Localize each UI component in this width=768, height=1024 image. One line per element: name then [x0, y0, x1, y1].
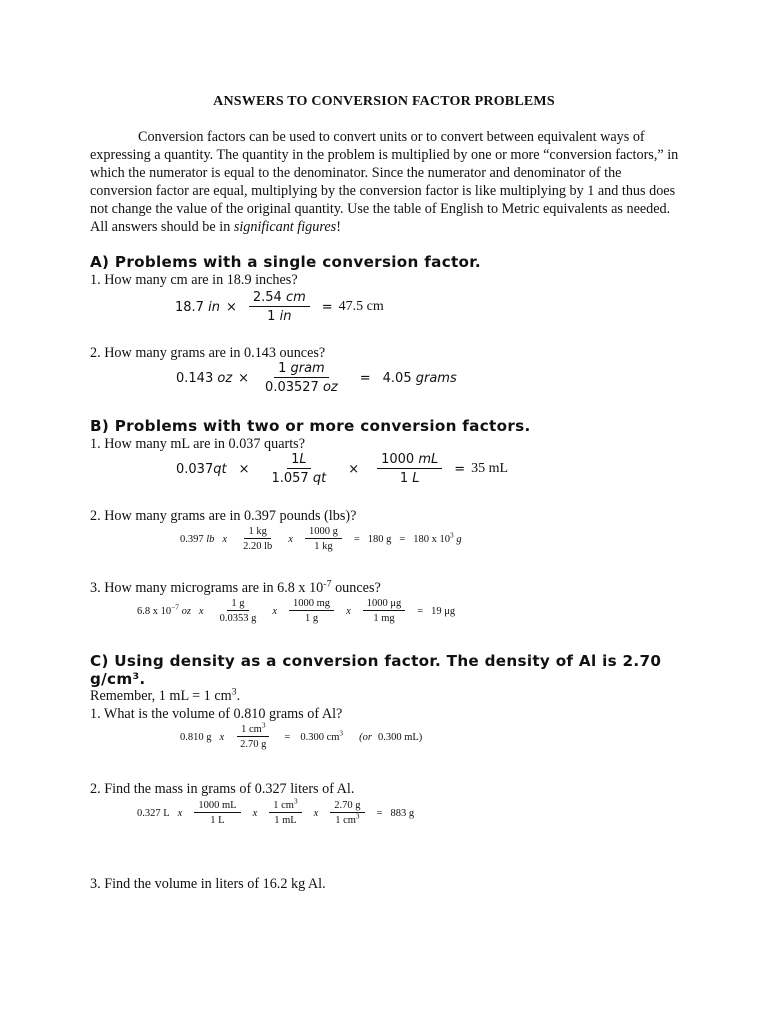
equals-sign: =	[376, 807, 383, 819]
question-a1: 1. How many cm are in 18.9 inches?	[90, 272, 298, 288]
given-value: 0.037qt	[176, 461, 227, 477]
equation-c2	[137, 796, 415, 826]
given-value: 0.810 g	[180, 731, 212, 743]
equation-a2	[176, 361, 457, 395]
section-b-heading: B) Problems with two or more conversion factors.	[90, 417, 531, 435]
page-title: ANSWERS TO CONVERSION FACTOR PROBLEMS	[213, 94, 555, 109]
answer: 47.5 cm	[338, 299, 384, 314]
question-a2: 2. How many grams are in 0.143 ounces?	[90, 345, 326, 361]
answer: 35 mL	[471, 461, 509, 476]
conversion-factor-2: $\frac{1 cm^3}{1 mL}$	[269, 800, 301, 826]
conversion-factor-1: $\frac{1000 mL}{1 L}$	[194, 800, 240, 826]
answer: 0.300 $cm^3$	[300, 728, 344, 743]
answer: 883 g	[390, 807, 415, 819]
times-sign: x	[313, 807, 319, 819]
equation-b2	[180, 526, 462, 552]
conversion-factor: $\frac{2.54 cm}{1 in}$	[249, 290, 310, 324]
times-sign: x	[222, 533, 228, 545]
intro-text: Conversion factors can be used to convert units or to convert between equivalent ways of expressing a quantity. The quantity in the problem is multiplied by one or more “conversion factors,” in which the numerator is equal to the denominator. Since the numerator and denominator of the conversion factor are equal, multiplying by the conversion factor is like multiplying by 1 and thus does not change the value of the original quantity. Use the table of English to Metric equivalents as needed. All answers should be in	[90, 129, 679, 235]
conversion-factor-2: $\frac{1000 mg}{1 g}$	[289, 598, 334, 624]
conversion-factor-3: $\frac{2.70 g}{1 cm^3}$	[330, 800, 364, 826]
times-sign: x	[288, 533, 293, 545]
question-c2: 2. Find the mass in grams of 0.327 liters of Al.	[90, 781, 355, 797]
equals-sign: =	[417, 605, 424, 617]
section-c-heading: C) Using density as a conversion factor. The density of Al is 2.70 g/cm³.	[90, 652, 662, 688]
given-value: 0.327 L	[137, 807, 170, 819]
answer-1: 180 g	[367, 533, 392, 545]
times-sign: x	[219, 731, 225, 743]
times-sign: x	[252, 807, 258, 819]
times-sign: x	[177, 807, 183, 819]
question-c3: 3. Find the volume in liters of 16.2 kg Al.	[90, 876, 326, 892]
times-sign: x	[346, 605, 351, 617]
question-b2: 2. How many grams are in 0.397 pounds (lbs)?	[90, 508, 357, 524]
question-c1: 1. What is the volume of 0.810 grams of Al?	[90, 706, 343, 722]
conversion-factor-1: $\frac{1 g}{0.0353 g}$	[219, 598, 257, 624]
conversion-factor-3: $\frac{1000 \mu g}{1 mg}$	[363, 598, 406, 624]
intro-paragraph	[90, 128, 680, 236]
equation-b1	[176, 452, 508, 486]
given-value: 6.8 x $10^{-7}$ oz	[137, 602, 191, 617]
equation-c1	[180, 720, 423, 750]
intro-emphasis: significant figures	[233, 219, 337, 235]
conversion-factor-1: $\frac{1L}{1.057 qt}$	[271, 452, 327, 486]
question-b3: 3. How many micrograms are in 6.8 x $10^{-7}$ ounces?	[90, 578, 381, 596]
conversion-factor: $\frac{1 cm^3}{2.70 g}$	[236, 724, 270, 750]
conversion-factor-2: $\frac{1000 g}{1 kg}$	[305, 526, 342, 552]
given-value: 0.143 oz	[176, 370, 233, 386]
equals-sign: =	[359, 370, 371, 386]
conversion-factor: $\frac{\text{1 gram}}{0.03527 oz}$	[265, 361, 338, 395]
times-sign: ×	[238, 461, 250, 477]
question-b1: 1. How many mL are in 0.037 quarts?	[90, 436, 305, 452]
alt-open: (or	[359, 731, 372, 743]
equals-sign: =	[454, 461, 466, 477]
times-sign: x	[198, 605, 204, 617]
equals-sign: =	[284, 731, 291, 743]
equals-sign: =	[321, 299, 333, 315]
equation-a1	[175, 290, 384, 324]
section-a-heading: A) Problems with a single conversion factor.	[90, 253, 481, 271]
remember-note: Remember, 1 mL = 1 $cm^3$.	[90, 686, 241, 704]
equals-sign: =	[353, 533, 360, 545]
equation-b3	[137, 598, 455, 624]
equals-sign: =	[399, 533, 406, 545]
answer: 19 μg	[431, 605, 456, 617]
intro-end: !	[336, 219, 341, 235]
alt-answer: 0.300 mL)	[377, 731, 423, 743]
answer-2: 180 x $10^3$ g	[413, 530, 462, 545]
answer: 4.05 grams	[382, 370, 457, 386]
given-value: 18.7 in	[175, 299, 220, 315]
conversion-factor-2: $\frac{1000 mL}{1 L}$	[377, 452, 442, 486]
given-value: 0.397 lb	[180, 533, 215, 545]
times-sign: x	[272, 605, 278, 617]
times-sign: ×	[225, 299, 237, 315]
conversion-factor-1: $\frac{1 kg}{2.20 lb}$	[243, 526, 273, 552]
times-sign: ×	[238, 370, 250, 386]
times-sign: ×	[348, 461, 360, 477]
